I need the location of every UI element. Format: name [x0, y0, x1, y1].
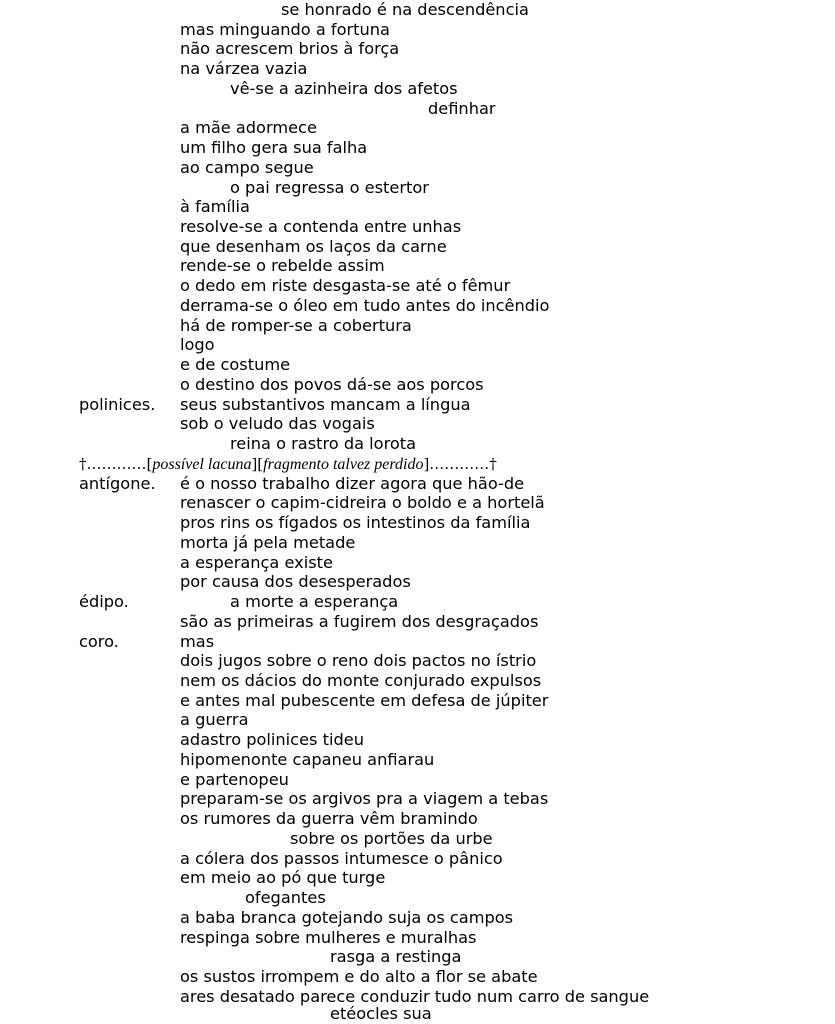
- poem-line: [0, 138, 835, 158]
- poem-line: [0, 770, 835, 790]
- line-text: resolve-se a contenda entre unhas: [180, 217, 462, 236]
- line-text: o dedo em riste desgasta-se até o fêmur: [180, 276, 511, 295]
- line-text: ao campo segue: [180, 158, 314, 177]
- poem-line: [0, 0, 835, 20]
- line-text: nem os dácios do monte conjurado expulsos: [180, 671, 542, 690]
- poem-line: [0, 178, 835, 198]
- poem-line: [0, 691, 835, 711]
- lacuna-marker: [79, 454, 497, 475]
- line-text: pros rins os fígados os intestinos da família: [180, 513, 531, 532]
- line-text: sob o veludo das vogais: [180, 414, 375, 433]
- line-text: há de romper-se a cobertura: [180, 316, 412, 335]
- line-text: um filho gera sua falha: [180, 138, 368, 157]
- line-text: respinga sobre mulheres e muralhas: [180, 928, 477, 947]
- line-text: e partenopeu: [180, 770, 289, 789]
- line-text: mas: [180, 632, 215, 651]
- line-text: em meio ao pó que turge: [180, 868, 386, 887]
- poem-line: [0, 750, 835, 770]
- poem-line: [0, 276, 835, 296]
- poem-line: [0, 335, 835, 355]
- poem-line: [0, 868, 835, 888]
- line-text: a morte a esperança: [230, 592, 399, 611]
- line-text: mas minguando a fortuna: [180, 20, 390, 39]
- poem-line: [0, 632, 835, 652]
- poem-line: [0, 612, 835, 632]
- poem-line: [0, 256, 835, 276]
- line-text: logo: [180, 335, 215, 354]
- speaker-label: coro.: [79, 632, 119, 651]
- line-text: a cólera dos passos intumesce o pânico: [180, 849, 503, 868]
- lacuna-mid: ][: [251, 455, 264, 473]
- poem-line: [0, 928, 835, 948]
- poem-line: [0, 474, 835, 494]
- speaker-label: édipo.: [79, 592, 129, 611]
- line-text: rasga a restinga: [330, 947, 462, 966]
- line-text: e de costume: [180, 355, 291, 374]
- poem-line: [0, 79, 835, 99]
- line-text: a esperança existe: [180, 553, 333, 572]
- poem-line: [0, 217, 835, 237]
- line-text: na várzea vazia: [180, 59, 308, 78]
- poem-line: [0, 553, 835, 573]
- line-text: ofegantes: [245, 888, 326, 907]
- poem-line: [0, 888, 835, 908]
- poem-line: [0, 513, 835, 533]
- line-text: derrama-se o óleo em tudo antes do incêndio: [180, 296, 550, 315]
- line-text: definhar: [428, 99, 496, 118]
- line-text: reina o rastro da lorota: [230, 434, 417, 453]
- poem-line: [0, 710, 835, 730]
- poem-line: [0, 434, 835, 454]
- lacuna-close: ]…………†: [423, 455, 497, 473]
- poem-line: [0, 118, 835, 138]
- line-text: vê-se a azinheira dos afetos: [230, 79, 458, 98]
- poem-line: [0, 651, 835, 671]
- line-text: rende-se o rebelde assim: [180, 256, 385, 275]
- poem-line: [0, 809, 835, 829]
- poem-line: [0, 789, 835, 809]
- line-text: não acrescem brios à força: [180, 39, 400, 58]
- lacuna-note: possível lacuna: [152, 456, 252, 473]
- poem-line: [0, 158, 835, 178]
- poem-line: [0, 316, 835, 336]
- line-text: a mãe adormece: [180, 118, 317, 137]
- poem-line: [0, 375, 835, 395]
- line-text: o destino dos povos dá-se aos porcos: [180, 375, 484, 394]
- line-text: se honrado é na descendência: [281, 0, 529, 19]
- line-text: que desenham os laços da carne: [180, 237, 447, 256]
- line-text: adastro polinices tideu: [180, 730, 364, 749]
- line-text: a baba branca gotejando suja os campos: [180, 908, 514, 927]
- poem-line: [0, 296, 835, 316]
- poem-line: [0, 39, 835, 59]
- line-text: dois jugos sobre o reno dois pactos no ístrio: [180, 651, 537, 670]
- line-text: sobre os portões da urbe: [290, 829, 493, 848]
- line-text: seus substantivos mancam a língua: [180, 395, 471, 414]
- poem-line: [0, 829, 835, 849]
- line-text: o pai regressa o estertor: [230, 178, 429, 197]
- poem-line: [0, 59, 835, 79]
- poem-line: [0, 908, 835, 928]
- line-text: etéocles sua: [330, 1004, 432, 1023]
- line-text: por causa dos desesperados: [180, 572, 411, 591]
- line-text: os sustos irrompem e do alto a flor se abate: [180, 967, 538, 986]
- line-text: e antes mal pubescente em defesa de júpiter: [180, 691, 549, 710]
- poem-line: [0, 493, 835, 513]
- speaker-label: polinices.: [79, 395, 156, 414]
- poem-line: [0, 20, 835, 40]
- poem-line: [0, 1004, 835, 1024]
- line-text: hipomenonte capaneu anfiarau: [180, 750, 435, 769]
- poem-line: [0, 572, 835, 592]
- lacuna-line: [0, 454, 835, 474]
- line-text: é o nosso trabalho dizer agora que hão-de: [180, 474, 525, 493]
- poem-line: [0, 99, 835, 119]
- poem-line: [0, 197, 835, 217]
- poem-line: [0, 355, 835, 375]
- poem-line: [0, 730, 835, 750]
- lacuna-note: fragmento talvez perdido: [263, 456, 424, 473]
- poem-line: [0, 849, 835, 869]
- line-text: a guerra: [180, 710, 249, 729]
- lacuna-open: †…………[: [79, 455, 153, 473]
- poem-line: [0, 967, 835, 987]
- poem-line: [0, 237, 835, 257]
- poem-line: [0, 592, 835, 612]
- poem-line: [0, 947, 835, 967]
- line-text: preparam-se os argivos pra a viagem a tebas: [180, 789, 549, 808]
- poem-line: [0, 414, 835, 434]
- poem-line: [0, 395, 835, 415]
- line-text: são as primeiras a fugirem dos desgraçados: [180, 612, 539, 631]
- line-text: ares desatado parece conduzir tudo num carro de sangue: [180, 987, 650, 1006]
- line-text: os rumores da guerra vêm bramindo: [180, 809, 478, 828]
- speaker-label: antígone.: [79, 474, 156, 493]
- line-text: renascer o capim-cidreira o boldo e a hortelã: [180, 493, 545, 512]
- poem-line: [0, 533, 835, 553]
- poem-line: [0, 671, 835, 691]
- line-text: morta já pela metade: [180, 533, 356, 552]
- line-text: à família: [180, 197, 250, 216]
